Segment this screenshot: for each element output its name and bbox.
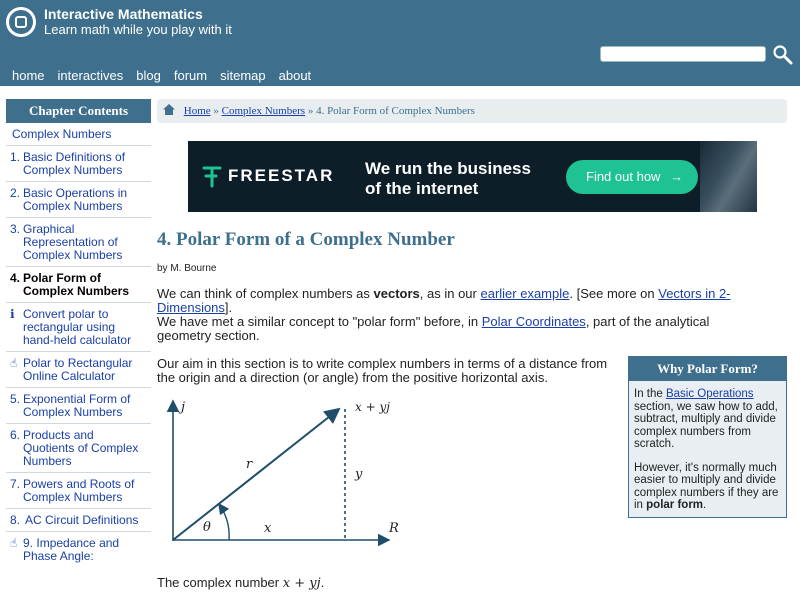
why-box-heading: Why Polar Form? <box>629 357 786 381</box>
math-expression: x + yj <box>282 576 321 591</box>
link-basic-operations[interactable]: Basic Operations <box>665 388 754 400</box>
text: ]. <box>224 300 233 315</box>
text: In the <box>634 388 666 400</box>
text: The complex number <box>157 575 283 590</box>
sidebar-item-number: 6. <box>10 428 21 442</box>
ad-brand: FREESTAR <box>228 166 335 185</box>
link-earlier-example[interactable]: earlier example <box>480 286 570 301</box>
main-nav <box>12 68 324 83</box>
text: . <box>703 499 707 511</box>
sidebar-item-convert-polar-calculator[interactable] <box>6 303 151 352</box>
site-tagline: Learn math while you play with it <box>44 22 232 37</box>
text: section, we saw how to add, subtract, multiply and divide complex numbers from scratch. <box>634 400 778 450</box>
sidebar-item-number: 8. <box>10 513 21 527</box>
paragraph-vectors <box>157 287 787 315</box>
home-icon[interactable] <box>163 104 175 115</box>
breadcrumb-home[interactable]: Home <box>183 105 211 117</box>
text: . <box>320 575 325 590</box>
paragraph-complex-number <box>157 576 324 591</box>
r-label: r <box>246 457 253 472</box>
sidebar-item-label: Polar to Rectangular Online Calculator <box>23 356 133 383</box>
sidebar-item-polar-online-calculator[interactable] <box>6 352 151 388</box>
sidebar-item-label: Powers and Roots of Complex Numbers <box>23 477 135 504</box>
arrow-right-icon: → <box>670 169 684 184</box>
sidebar-item-number: 7. <box>10 477 21 491</box>
ad-headline-1: We run the business <box>365 159 531 178</box>
sidebar-item-number: 9. <box>23 536 34 550</box>
text: , as in our <box>419 286 481 301</box>
byline: by M. Bourne <box>157 263 217 274</box>
sidebar-item-number: 2. <box>10 186 21 200</box>
sidebar-item-label: Impedance and Phase Angle: <box>23 536 120 563</box>
polar-form-diagram <box>157 393 417 553</box>
sidebar-item-exponential-form[interactable] <box>6 388 151 424</box>
info-icon: ℹ <box>10 307 15 321</box>
why-box-body <box>629 381 786 512</box>
sidebar-item-label: Graphical Representation of Complex Numbers <box>23 222 123 262</box>
text: , part of the analytical geometry section. <box>157 314 710 343</box>
sidebar-item-label: Polar Form of Complex Numbers <box>23 271 130 298</box>
nav-forum[interactable]: forum <box>173 68 208 83</box>
sidebar-item-number: 1. <box>10 150 21 164</box>
breadcrumb-complex-numbers[interactable]: Complex Numbers <box>221 105 306 117</box>
sidebar-item-label: Basic Operations in Complex Numbers <box>23 186 128 213</box>
text: However, it's normally much easier to multiply and divide complex numbers if they are in <box>634 461 779 511</box>
ad-banner[interactable] <box>188 141 757 212</box>
sidebar-item-number: 4. <box>10 271 21 285</box>
site-title[interactable]: Interactive Mathematics <box>44 6 203 22</box>
nav-sitemap[interactable]: sitemap <box>220 68 266 83</box>
chapter-sidebar <box>6 99 151 567</box>
breadcrumb-separator: » <box>213 105 219 117</box>
nav-blog[interactable]: blog <box>136 68 161 83</box>
why-box-paragraph <box>634 388 780 451</box>
page-title: 4. Polar Form of a Complex Number <box>157 229 455 250</box>
sidebar-item-powers-roots[interactable] <box>6 473 151 509</box>
sidebar-item-label: Complex Numbers <box>12 127 112 141</box>
sidebar-item-basic-definitions[interactable] <box>6 146 151 182</box>
sidebar-item-basic-operations[interactable] <box>6 182 151 218</box>
y-label: y <box>355 467 363 482</box>
sidebar-item-label: Convert polar to rectangular using hand-held calculator <box>23 307 132 347</box>
text: . [See more on <box>569 286 659 301</box>
sidebar-item-number: 3. <box>10 222 21 236</box>
pointer-hand-icon: ☝ <box>10 536 18 550</box>
ad-photo <box>700 141 757 212</box>
search-input[interactable] <box>600 46 766 62</box>
text-bold: vectors <box>373 286 420 301</box>
pointer-hand-icon: ☝ <box>10 356 18 370</box>
sidebar-item-number: 5. <box>10 392 21 406</box>
search-icon[interactable] <box>772 44 794 66</box>
sidebar-item-label: Products and Quotients of Complex Numbers <box>23 428 139 468</box>
sidebar-item-complex-numbers[interactable] <box>6 123 151 146</box>
ad-cta-button[interactable] <box>566 160 698 194</box>
nav-home[interactable]: home <box>12 68 45 83</box>
site-header <box>0 0 800 86</box>
why-polar-form-box <box>628 356 787 518</box>
j-axis-label: j <box>181 400 186 415</box>
breadcrumb-current: 4. Polar Form of Complex Numbers <box>316 105 475 117</box>
ad-headline-2: of the internet <box>365 179 479 198</box>
text: We can think of complex numbers as <box>157 286 374 301</box>
sidebar-heading: Chapter Contents <box>6 99 151 123</box>
sidebar-item-graphical-representation[interactable] <box>6 218 151 267</box>
ad-cta-label: Find out how <box>586 169 661 184</box>
R-axis-label: R <box>389 521 399 536</box>
vector-r <box>173 409 339 540</box>
sidebar-item-label: AC Circuit Definitions <box>25 513 139 527</box>
freestar-logo-icon <box>202 166 222 188</box>
paragraph-aim: Our aim in this section is to write complex numbers in terms of a distance from the origin and a direction (or angle) from the positive horizontal axis. <box>157 356 608 385</box>
nav-about[interactable]: about <box>278 68 312 83</box>
sidebar-item-products-quotients[interactable] <box>6 424 151 473</box>
site-logo-icon[interactable] <box>6 7 36 37</box>
x-label: x <box>264 521 272 536</box>
text: We have met a similar concept to "polar form" before, in <box>157 314 482 329</box>
sidebar-item-label: Exponential Form of Complex Numbers <box>23 392 131 419</box>
text-bold: polar form <box>646 499 704 511</box>
point-label: x + yj <box>355 400 390 414</box>
breadcrumb-separator: » <box>307 105 314 117</box>
theta-label: θ <box>203 520 211 535</box>
breadcrumb <box>157 99 787 123</box>
link-vectors-2d[interactable]: Vectors in 2-Dimensions <box>157 286 731 315</box>
nav-interactives[interactable]: interactives <box>57 68 124 83</box>
why-box-paragraph <box>634 462 780 512</box>
sidebar-item-ac-circuit[interactable] <box>6 509 151 532</box>
angle-arc <box>219 504 229 540</box>
sidebar-item-label: Basic Definitions of Complex Numbers <box>23 150 126 177</box>
sidebar-item-impedance[interactable] <box>6 532 151 567</box>
sidebar-item-polar-form <box>6 267 151 303</box>
sidebar-item-label-wrap <box>23 537 147 563</box>
paragraph-polar-coordinates <box>157 315 757 343</box>
link-polar-coordinates[interactable]: Polar Coordinates <box>481 314 586 329</box>
